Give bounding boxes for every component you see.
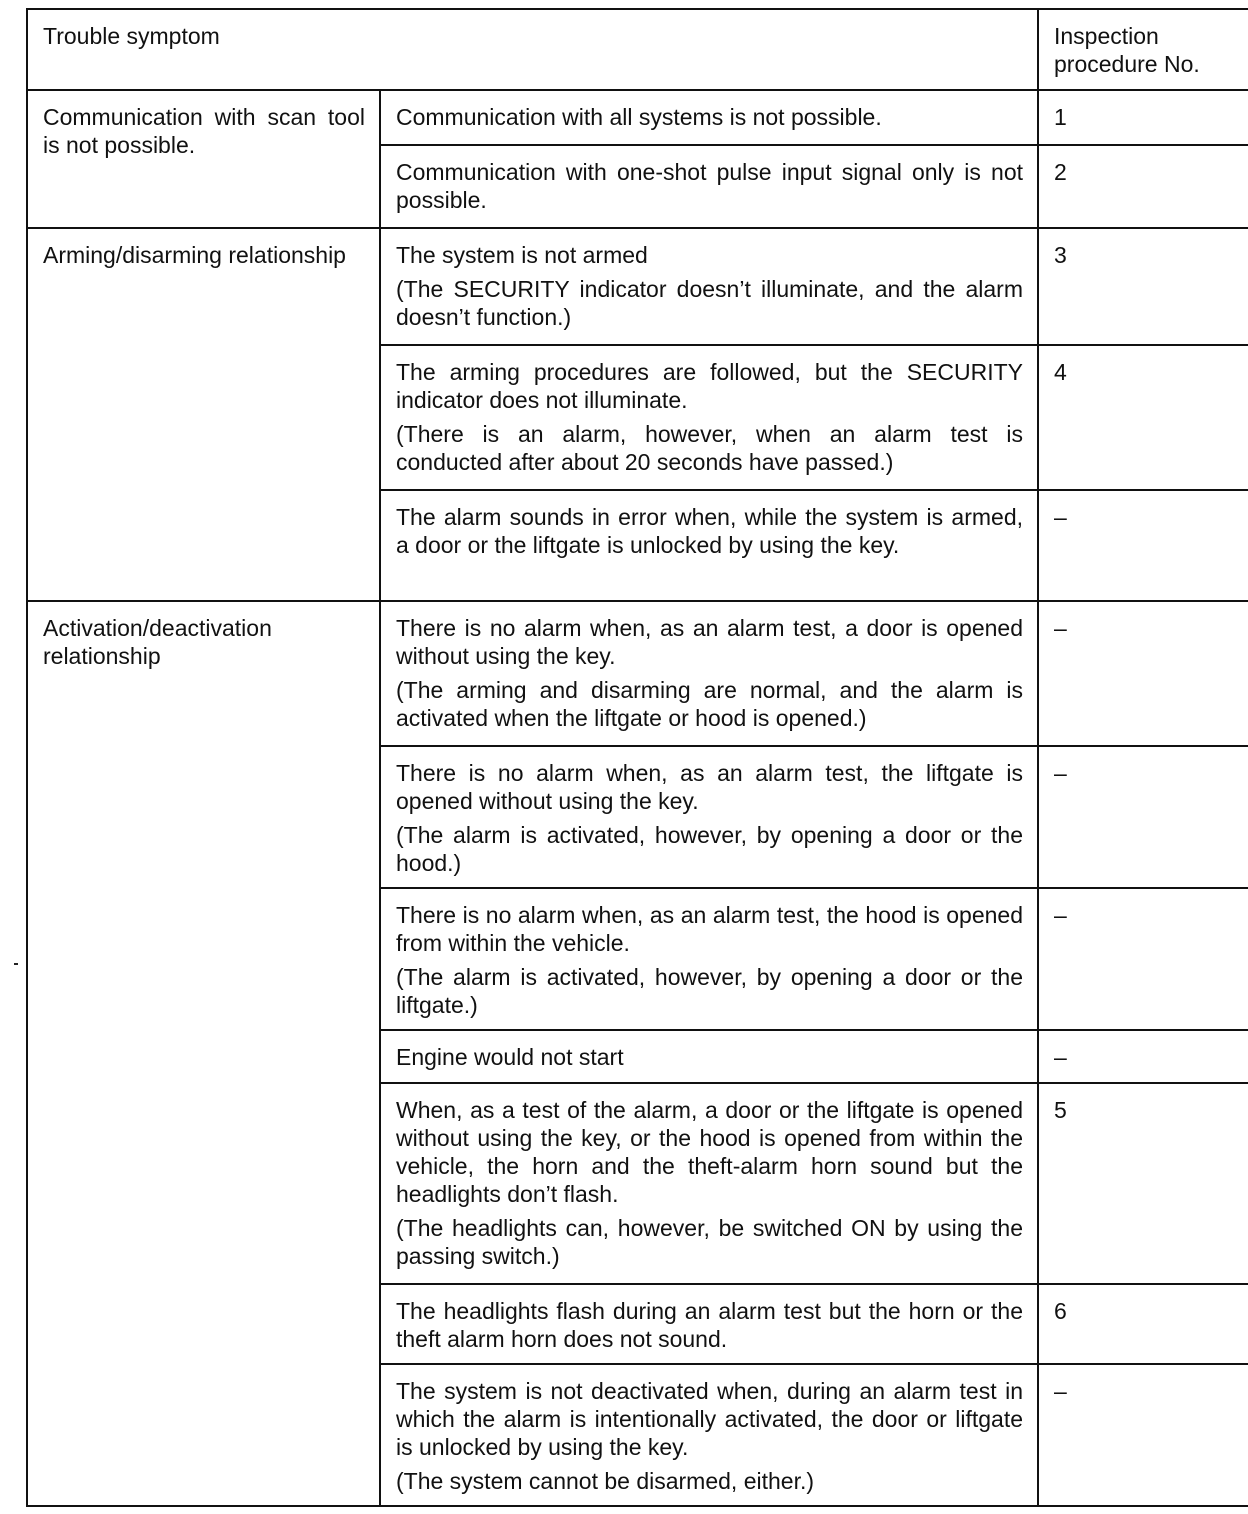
table-row [27,601,1248,746]
symptom-text: Communication with all systems is not possible. [396,104,882,130]
symptom-text: There is no alarm when, as an alarm test, the hood is opened from within the vehicle. [396,902,1023,956]
symptom-note: (The SECURITY indicator doesn’t illuminate, and the alarm doesn’t function.) [396,276,1023,330]
symptom-text: Engine would not start [396,1044,624,1070]
table-row [27,90,1248,145]
symptom-cell [380,1083,1038,1284]
symptom-note: (The alarm is activated, however, by opening a door or the hood.) [396,822,1023,876]
symptom-note: (There is an alarm, however, when an alarm test is conducted after about 20 seconds have passed.) [396,421,1023,475]
procedure-number: – [1038,888,1248,1030]
symptom-cell [380,746,1038,888]
procedure-number: 4 [1038,345,1248,490]
symptom-text: Communication with one-shot pulse input signal only is not possible. [396,159,1023,213]
symptom-cell [380,490,1038,601]
symptom-cell [380,888,1038,1030]
procedure-number: 1 [1038,90,1248,145]
scan-artifact-mark [14,963,18,965]
procedure-number: – [1038,746,1248,888]
symptom-cell [380,1284,1038,1364]
symptom-cell [380,345,1038,490]
symptom-cell [380,90,1038,145]
category-arming-disarming: Arming/disarming relationship [27,228,380,601]
procedure-number: 5 [1038,1083,1248,1284]
procedure-number: – [1038,1364,1248,1506]
header-row [27,9,1248,90]
header-trouble-symptom: Trouble symptom [27,9,1038,90]
symptom-text: The alarm sounds in error when, while the system is armed, a door or the liftgate is unlocked by using the key. [396,504,1023,558]
symptom-cell [380,145,1038,228]
procedure-number: 2 [1038,145,1248,228]
procedure-number: – [1038,490,1248,601]
trouble-symptom-table [26,8,1248,1507]
symptom-text: The system is not armed [396,242,648,268]
symptom-text: The arming procedures are followed, but the SECURITY indicator does not illuminate. [396,359,1023,413]
symptom-text: The headlights flash during an alarm test but the horn or the theft alarm horn does not sound. [396,1298,1023,1352]
procedure-number: 6 [1038,1284,1248,1364]
procedure-number: 3 [1038,228,1248,345]
symptom-text: There is no alarm when, as an alarm test, the liftgate is opened without using the key. [396,760,1023,814]
symptom-note: (The system cannot be disarmed, either.) [396,1468,815,1494]
symptom-note: (The alarm is activated, however, by opening a door or the liftgate.) [396,964,1023,1018]
symptom-text: When, as a test of the alarm, a door or the liftgate is opened without using the key, or the hood is opened from within the vehicle, the horn and the theft-alarm horn sound but the headlights don’t flash. [396,1097,1023,1207]
symptom-cell [380,228,1038,345]
symptom-cell [380,601,1038,746]
symptom-cell [380,1364,1038,1506]
category-communication: Communication with scan tool is not possible. [27,90,380,228]
procedure-number: – [1038,1030,1248,1083]
category-activation-deactivation: Activation/deactivation relationship [27,601,380,1506]
symptom-text: The system is not deactivated when, during an alarm test in which the alarm is intentionally activated, the door or liftgate is unlocked by using the key. [396,1378,1023,1460]
procedure-number: – [1038,601,1248,746]
symptom-note: (The headlights can, however, be switched ON by using the passing switch.) [396,1215,1023,1269]
symptom-cell [380,1030,1038,1083]
symptom-text: There is no alarm when, as an alarm test, a door is opened without using the key. [396,615,1023,669]
table-row [27,228,1248,345]
symptom-note: (The arming and disarming are normal, and the alarm is activated when the liftgate or hood is opened.) [396,677,1023,731]
header-inspection-procedure: Inspection procedure No. [1038,9,1248,90]
